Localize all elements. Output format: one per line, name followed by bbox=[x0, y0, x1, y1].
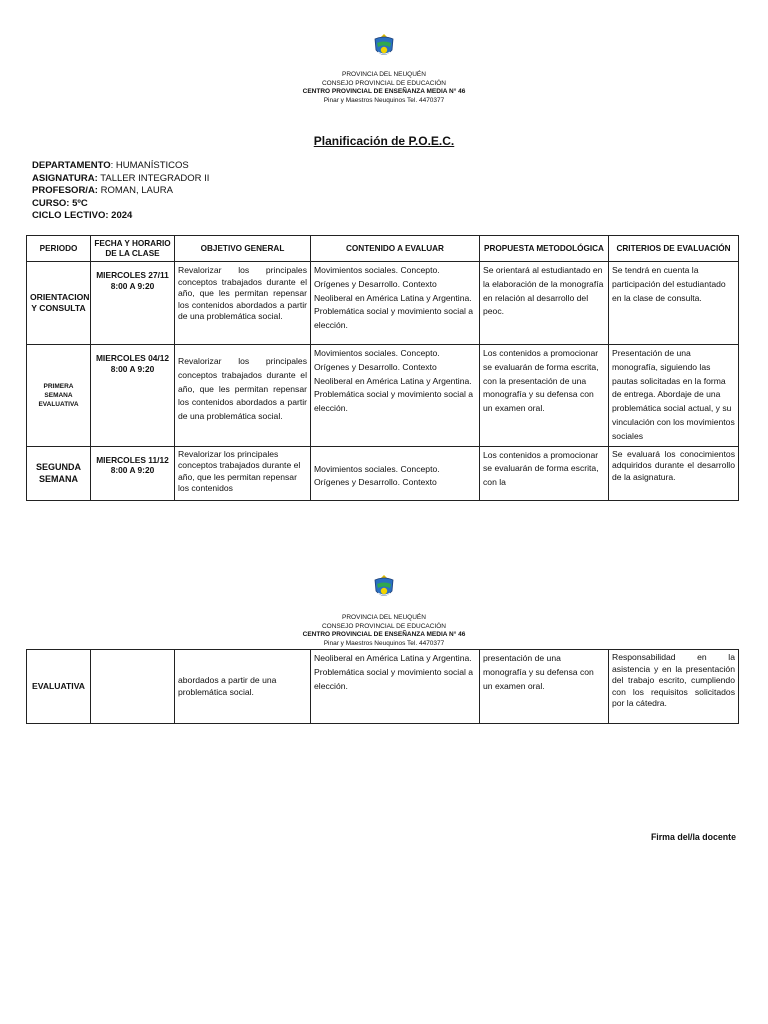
letterhead-council: CONSEJO PROVINCIAL DE EDUCACIÓN bbox=[321, 79, 446, 87]
table-row bbox=[27, 345, 739, 447]
header-periodo: PERIODO bbox=[27, 236, 91, 262]
header-propuesta: PROPUESTA METODOLÓGICA bbox=[480, 236, 609, 262]
row-criterios: Responsabilidad en la asistencia y en la presentación del trabajo escrito, cumpliendo con los requisitos solicitados por la cátedra. bbox=[609, 650, 739, 724]
header-contenido: CONTENIDO A EVALUAR bbox=[311, 236, 480, 262]
row-fecha bbox=[91, 262, 175, 345]
row-propuesta: Se orientará al estudiantado en la elaboración de la monografía en relación al desarrollo del peoc. bbox=[480, 262, 609, 345]
header-criterios: CRITERIOS DE EVALUACIÓN bbox=[609, 236, 739, 262]
letterhead-school: CENTRO PROVINCIAL DE ENSEÑANZA MEDIA N° 46 bbox=[302, 88, 466, 96]
teacher-signature-label: Firma del/la docente bbox=[650, 832, 736, 842]
row-contenido: Movimientos sociales. Concepto. Orígenes y Desarrollo. Contexto bbox=[311, 446, 480, 500]
row-date: MIERCOLES 11/12 bbox=[96, 454, 169, 465]
header-fecha: FECHA Y HORARIO DE LA CLASE bbox=[91, 236, 175, 262]
table-row bbox=[27, 262, 739, 345]
teacher-line bbox=[32, 185, 209, 198]
course-info bbox=[32, 160, 209, 223]
department-label: DEPARTAMENTO bbox=[32, 160, 111, 171]
planning-table bbox=[26, 235, 739, 501]
table-header-row bbox=[27, 236, 739, 262]
letterhead-province: PROVINCIA DEL NEUQUÉN bbox=[342, 71, 426, 78]
province-crest-icon bbox=[372, 33, 396, 59]
page-2 bbox=[0, 520, 768, 1024]
row-criterios: Se tendrá en cuenta la participación del estudiantado en la clase de consulta. bbox=[609, 262, 739, 345]
letterhead bbox=[0, 614, 768, 648]
row-propuesta: Los contenidos a promocionar se evaluarán de forma escrita, con la presentación de una monografía y su defensa con un examen oral. bbox=[480, 345, 609, 447]
year-line bbox=[32, 210, 209, 223]
row-periodo: SEGUNDA SEMANA bbox=[27, 446, 91, 500]
planning-table-continuation bbox=[26, 649, 739, 724]
department-line bbox=[32, 160, 209, 173]
row-periodo: PRIMERA SEMANA EVALUATIVA bbox=[27, 345, 91, 447]
row-objetivo: Revalorizar los principales conceptos trabajados durante el año, que les permitan repensar los contenidos abordados a partir de una problemática social. bbox=[175, 262, 311, 345]
row-date: MIERCOLES 27/11 bbox=[96, 270, 169, 280]
letterhead-school: CENTRO PROVINCIAL DE ENSEÑANZA MEDIA N° 46 bbox=[302, 631, 466, 639]
header-objetivo: OBJETIVO GENERAL bbox=[175, 236, 311, 262]
department-value: : HUMANÍSTICOS bbox=[110, 160, 189, 171]
subject-value: TALLER INTEGRADOR II bbox=[97, 172, 210, 184]
row-date: MIERCOLES 04/12 bbox=[95, 353, 170, 363]
row-periodo: EVALUATIVA bbox=[27, 650, 91, 724]
subject-label: ASIGNATURA: bbox=[32, 172, 98, 184]
teacher-label: PROFESOR/A: bbox=[32, 185, 98, 196]
row-propuesta: Los contenidos a promocionar se evaluarán de forma escrita, con la bbox=[480, 446, 609, 500]
table-row bbox=[27, 650, 739, 724]
course-value: 5ºC bbox=[69, 197, 88, 209]
row-periodo: ORIENTACION Y CONSULTA bbox=[27, 262, 91, 345]
row-objetivo: abordados a partir de una problemática social. bbox=[175, 650, 311, 724]
row-objetivo: Revalorizar los principales conceptos trabajados durante el año, que les permitan repensar los contenidos bbox=[175, 446, 311, 500]
province-crest-icon bbox=[372, 574, 396, 600]
row-contenido: Movimientos sociales. Concepto. Orígenes y Desarrollo. Contexto Neoliberal en América Latina y Argentina. Problemática social y movimiento social a elección. bbox=[311, 345, 480, 447]
letterhead-council: CONSEJO PROVINCIAL DE EDUCACIÓN bbox=[321, 622, 446, 630]
row-criterios: Presentación de una monografía, siguiendo las pautas solicitadas en la forma de entrega. Abordaje de una problemática social actual, y su vinculación con los movimientos sociales bbox=[609, 345, 739, 447]
row-criterios: Se evaluará los conocimientos adquiridos durante el desarrollo de la asignatura. bbox=[609, 446, 739, 500]
letterhead-address: Pinar y Maestros Neuquinos Tel. 4470377 bbox=[323, 96, 445, 104]
row-time: 8:00 A 9:20 bbox=[110, 363, 155, 374]
row-fecha bbox=[91, 345, 175, 447]
letterhead bbox=[0, 71, 768, 105]
table-row bbox=[27, 446, 739, 500]
letterhead-province: PROVINCIA DEL NEUQUÉN bbox=[342, 614, 426, 621]
year-value: 2024 bbox=[108, 210, 133, 221]
row-fecha bbox=[91, 650, 175, 724]
row-fecha bbox=[91, 446, 175, 500]
row-contenido: Neoliberal en América Latina y Argentina. Problemática social y movimiento social a elección. bbox=[311, 650, 480, 724]
course-label: CURSO: bbox=[32, 197, 70, 209]
row-propuesta: presentación de una monografía y su defensa con un examen oral. bbox=[480, 650, 609, 724]
subject-line bbox=[32, 173, 209, 186]
row-contenido: Movimientos sociales. Concepto. Orígenes y Desarrollo. Contexto Neoliberal en América Latina y Argentina. Problemática social y movimiento social a elección. bbox=[311, 262, 480, 345]
row-time: 8:00 A 9:20 bbox=[110, 465, 155, 476]
year-label: CICLO LECTIVO: bbox=[32, 210, 109, 221]
document-title: Planificación de P.O.E.C. bbox=[313, 134, 455, 148]
row-time: 8:00 A 9:20 bbox=[110, 280, 155, 291]
letterhead-address: Pinar y Maestros Neuquinos Tel. 4470377 bbox=[323, 639, 445, 647]
teacher-value: ROMAN, LAURA bbox=[97, 185, 173, 196]
course-line bbox=[32, 198, 209, 211]
row-objetivo: Revalorizar los principales conceptos trabajados durante el año, que les permitan repensar los contenidos abordados a partir de una problemática social. bbox=[175, 345, 311, 447]
